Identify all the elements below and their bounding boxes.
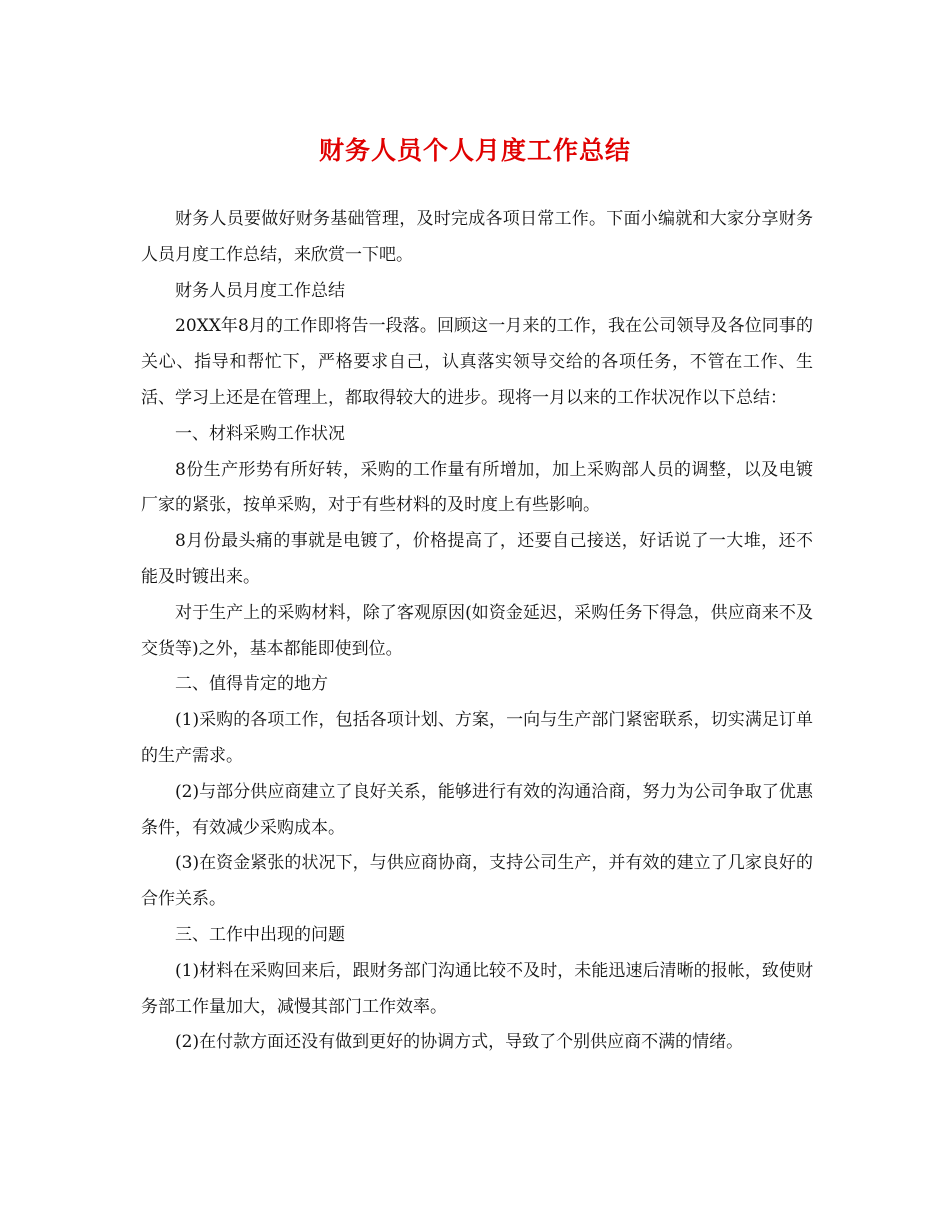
paragraph-intro: 财务人员要做好财务基础管理，及时完成各项日常工作。下面小编就和大家分享财务人员月度工作总结，来欣赏一下吧。 [141,209,813,265]
document-title: 财务人员个人月度工作总结 [318,136,631,165]
paragraph-achievement-1: (1)采购的各项工作，包括各项计划、方案，一向与生产部门紧密联系，切实满足订单的生产需求。 [141,710,813,766]
paragraph-procurement-3: 对于生产上的采购材料，除了客观原因(如资金延迟，采购任务下得急，供应商来不及交货等)之外，基本都能即使到位。 [141,602,813,659]
paragraph-problem-2: (2)在付款方面还没有做到更好的协调方式，导致了个别供应商不满的情绪。 [175,1032,744,1053]
paragraph-overview: 20XX年8月的工作即将告一段落。回顾这一月来的工作，我在公司领导及各位同事的关心、指导和帮忙下，严格要求自己，认真落实领导交给的各项任务，不管在工作、生活、学习上还是在管理上，都取得较大的进步。现将一月以来的工作状况作以下总结： [141,316,813,408]
paragraph-procurement-1: 8份生产形势有所好转，采购的工作量有所增加，加上采购部人员的调整，以及电镀厂家的紧张，按单采购，对于有些材料的及时度上有些影响。 [141,459,813,516]
section-heading-achievements: 二、值得肯定的地方 [175,674,328,695]
paragraph-achievement-2: (2)与部分供应商建立了良好关系，能够进行有效的沟通洽商，努力为公司争取了优惠条件，有效减少采购成本。 [141,781,813,838]
paragraph-subtitle: 财务人员月度工作总结 [175,280,345,301]
paragraph-achievement-3: (3)在资金紧张的状况下，与供应商协商，支持公司生产，并有效的建立了几家良好的合作关系。 [141,853,813,910]
section-heading-problems: 三、工作中出现的问题 [175,924,345,945]
paragraph-problem-1: (1)材料在采购回来后，跟财务部门沟通比较不及时，未能迅速后清晰的报帐，致使财务部工作量加大，减慢其部门工作效率。 [141,960,813,1017]
paragraph-procurement-2: 8月份最头痛的事就是电镀了，价格提高了，还要自己接送，好话说了一大堆，还不能及时镀出来。 [141,531,813,587]
section-heading-procurement: 一、材料采购工作状况 [175,423,345,444]
document-body [141,202,813,1061]
